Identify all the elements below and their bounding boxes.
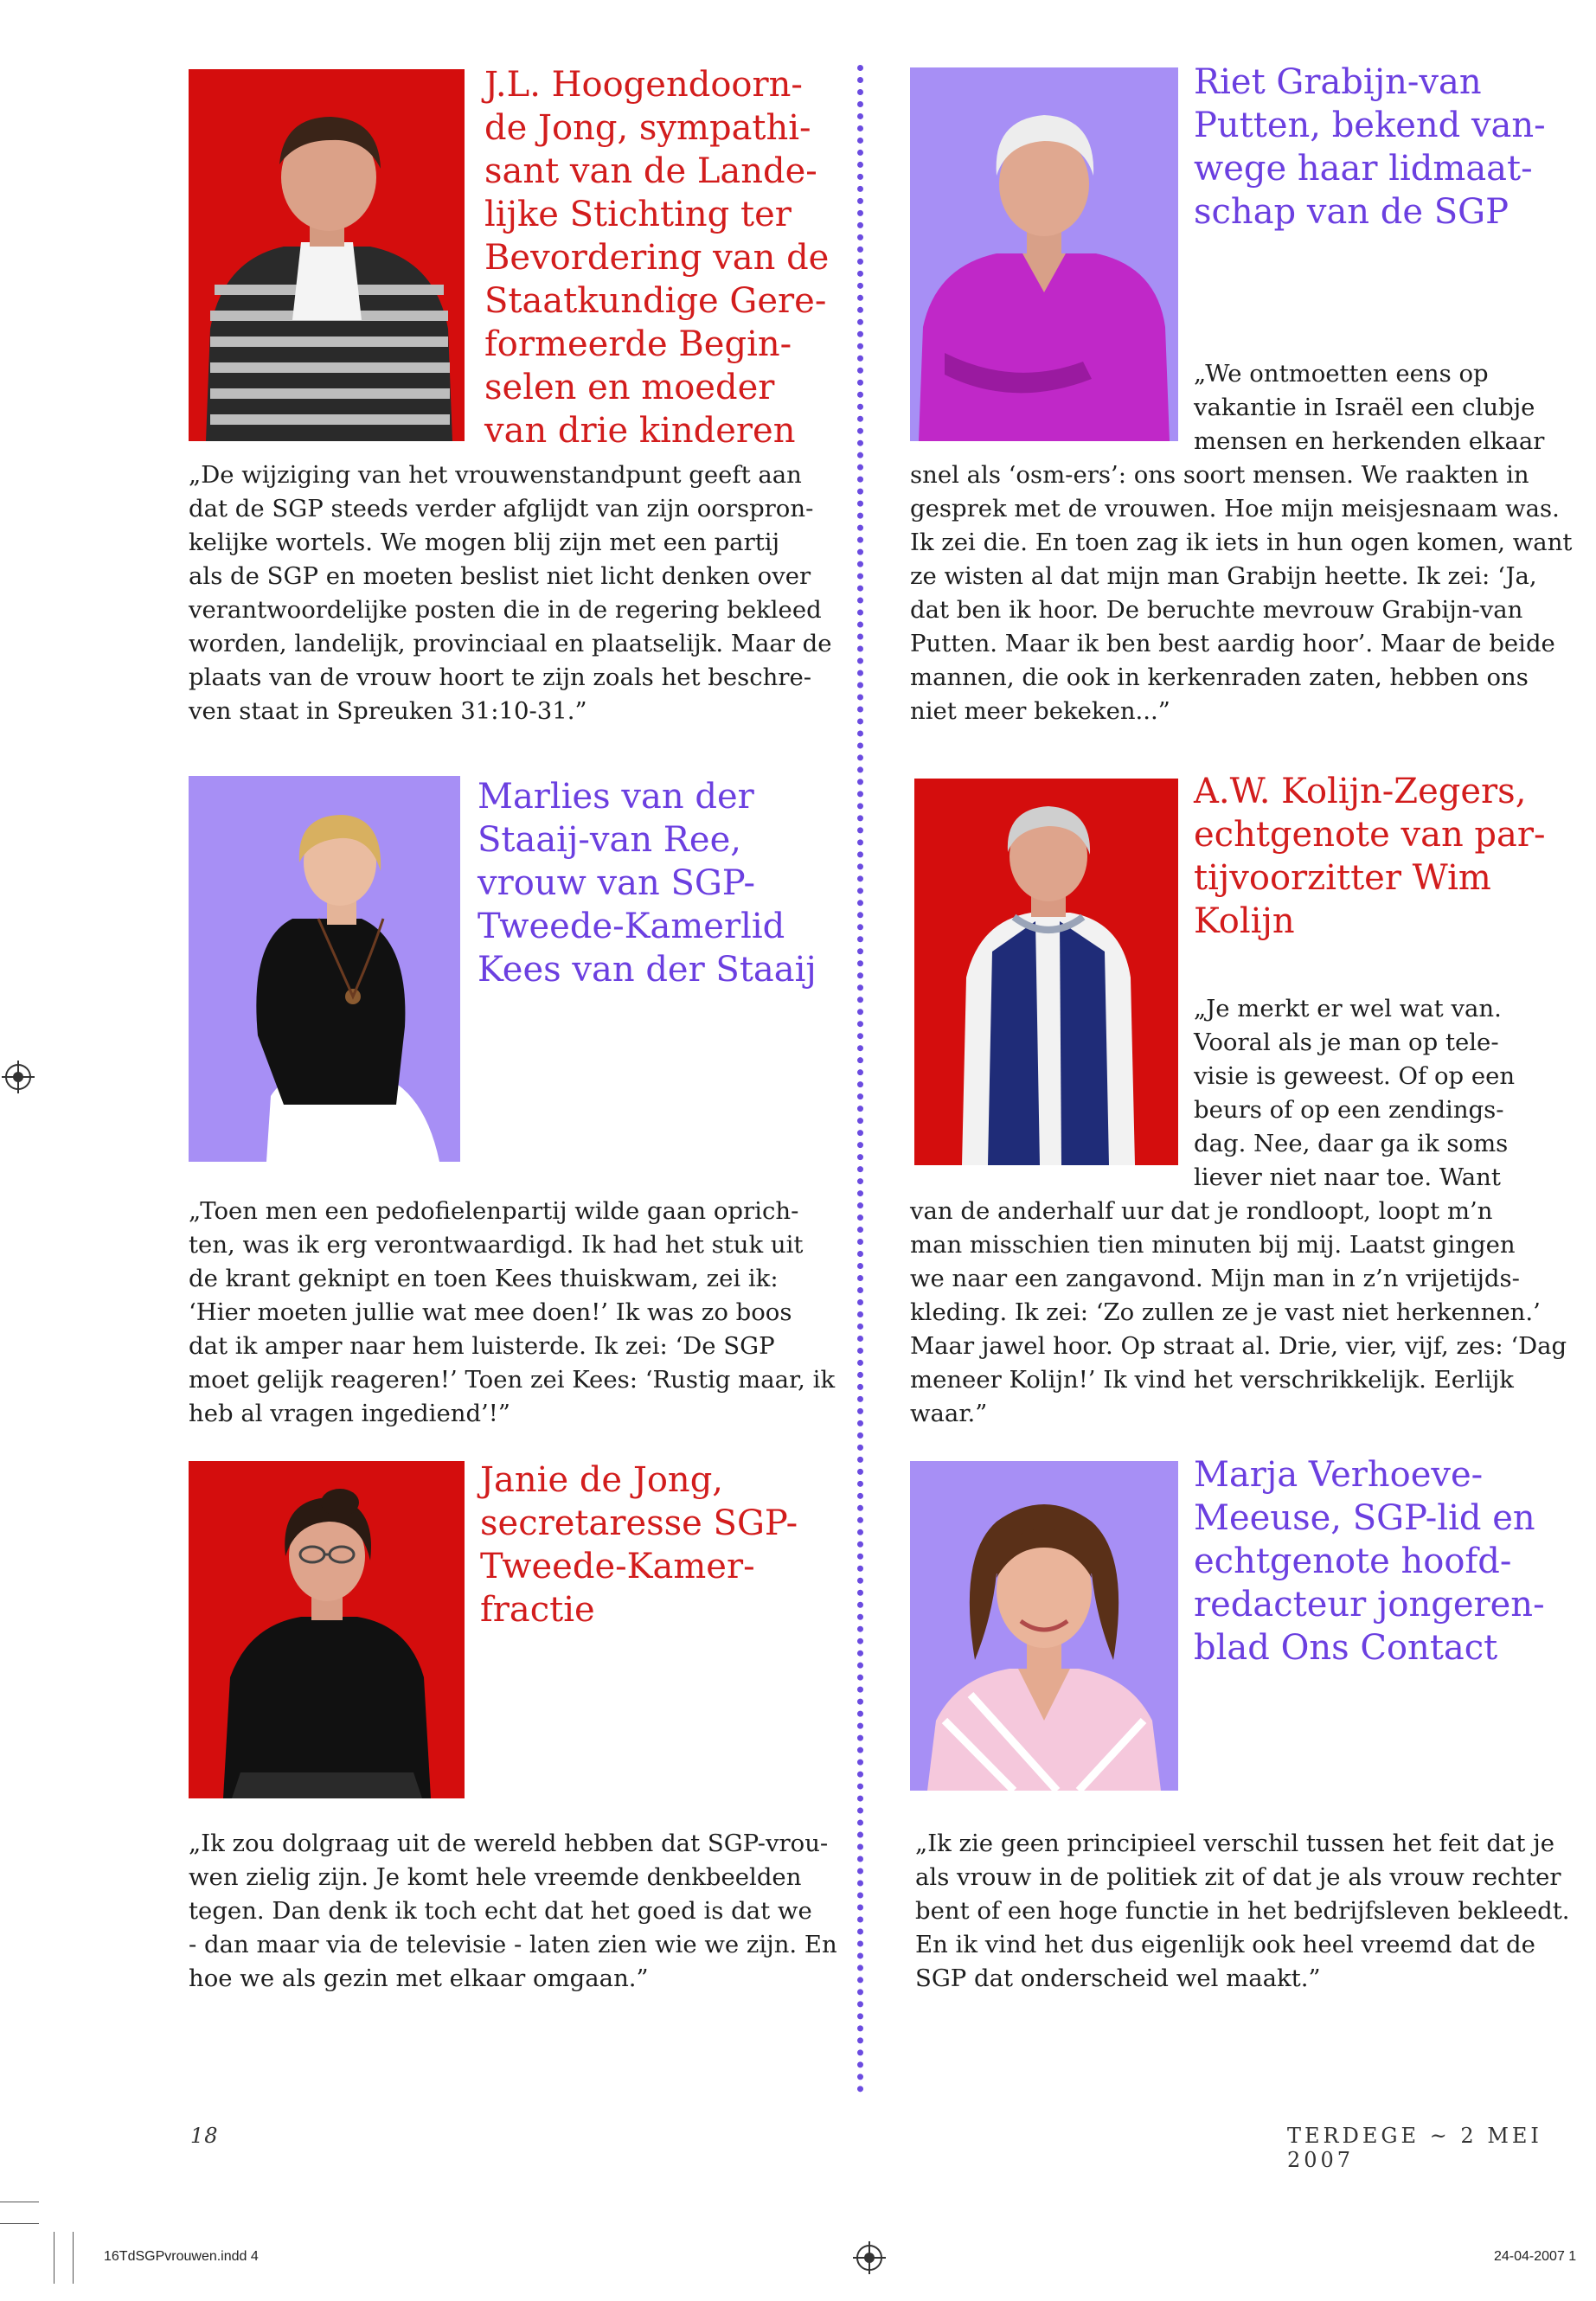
quote-hoogendoorn: „De wijziging van het vrouwenstandpunt geeft aan dat de SGP steeds verder afglijdt van zijn oorspron- kelijke wortels. We mogen blij zijn met een partij als de SGP en moeten beslist niet licht denken over verantwoordelijke posten die in de regering bekleed worden, landelijk, provinciaal en plaatselijk. Maar de plaats van de vrouw hoort te zijn zoals het beschre- ven staat in Spreuken 31:10-31.”: [189, 461, 832, 725]
registration-mark-left: [5, 1064, 31, 1090]
quote-kolijn-intro: „Je merkt er wel wat van. Vooral als je man op tele- visie is geweest. Of op een beurs of op een zendings- dag. Nee, daar ga ik soms liever niet naar toe. Want: [1194, 995, 1516, 1191]
heading-van-der-staaij: Marlies van der Staaij-van Ree, vrouw van SGP- Tweede-Kamerlid Kees van der Staaij: [478, 777, 817, 990]
heading-hoogendoorn: J.L. Hoogendoorn- de Jong, sympathi- sant van de Lande- lijke Stichting ter Bevordering van de Staatkundige Gere- formeerde Begin- selen en moeder van drie kinderen: [484, 65, 830, 451]
portrait-kolijn: [914, 779, 1178, 1165]
quote-grabijn-intro: „We ontmoetten eens op vakantie in Israël een clubje mensen en herkenden elkaar: [1194, 360, 1545, 455]
slug-filename: 16TdSGPvrouwen.indd 4: [104, 2249, 259, 2264]
slug-date: 24-04-2007 1: [1494, 2249, 1577, 2264]
column-divider: [857, 65, 863, 2093]
quote-kolijn: van de anderhalf uur dat je rondloopt, loopt m’n man misschien tien minuten bij mij. Laatst gingen we naar een zangavond. Mijn man in z’n vrijetijds- kleding. Ik zei: ‘Zo zullen ze je vast niet herkennen.’ Maar jawel hoor. Op straat al. Drie, vier, vijf, zes: ‘Dag meneer Kolijn!’ Ik vind het verschrikkelijk. Eerlijk waar.”: [910, 1197, 1567, 1427]
heading-kolijn: A.W. Kolijn-Zegers, echtgenote van par- tijvoorzitter Wim Kolijn: [1194, 772, 1546, 941]
page-number: 18: [190, 2124, 219, 2148]
portrait-grabijn: [910, 67, 1178, 441]
crop-mark: [73, 2232, 74, 2284]
heading-grabijn: Riet Grabijn-van Putten, bekend van- wege haar lidmaat- schap van de SGP: [1194, 62, 1546, 232]
publication-line: TERDEGE ~ 2 MEI 2007: [1287, 2124, 1542, 2172]
quote-van-der-staaij: „Toen men een pedofielenpartij wilde gaan oprich- ten, was ik erg verontwaardigd. Ik had het stuk uit de krant geknipt en toen Kees thuiskwam, zei ik: ‘Hier moeten jullie wat mee doen!’ Ik was zo boos dat ik amper naar hem luisterde. Ik zei: ‘De SGP moet gelijk reageren!’ Toen zei Kees: ‘Rustig maar, ik heb al vragen ingediend’!”: [189, 1197, 836, 1427]
portrait-verhoeve-meeuse: [910, 1461, 1178, 1791]
quote-verhoeve-meeuse: „Ik zie geen principieel verschil tussen het feit dat je als vrouw in de politiek zit of dat je als vrouw rechter bent of een hoge functie in het bedrijfsleven bekleedt. En ik vind het dus eigenlijk ook heel vreemd dat de SGP dat onderscheid wel maakt.”: [915, 1830, 1570, 1992]
crop-mark: [0, 2223, 39, 2224]
registration-mark-bottom: [856, 2245, 882, 2271]
portrait-de-jong: [189, 1461, 465, 1798]
portrait-hoogendoorn: [189, 69, 465, 441]
heading-de-jong: Janie de Jong, secretaresse SGP- Tweede-Kamer- fractie: [480, 1460, 798, 1630]
heading-verhoeve-meeuse: Marja Verhoeve- Meeuse, SGP-lid en echtgenote hoofd- redacteur jongeren- blad Ons Contact: [1194, 1455, 1545, 1668]
quote-de-jong: „Ik zou dolgraag uit de wereld hebben dat SGP-vrou- wen zielig zijn. Je komt hele vreemde denkbeelden tegen. Dan denk ik toch echt dat het goed is dat we - dan maar via de televisie - laten zien wie we zijn. En hoe we als gezin met elkaar omgaan.”: [189, 1830, 837, 1992]
portrait-van-der-staaij: [189, 776, 460, 1162]
quote-grabijn: snel als ‘osm-ers’: ons soort mensen. We raakten in gesprek met de vrouwen. Hoe mijn meisjesnaam was. Ik zei die. En toen zag ik iets in hun ogen komen, want ze wisten al dat mijn man Grabijn heette. Ik zei: ‘Ja, dat ben ik hoor. De beruchte mevrouw Grabijn-van Putten. Maar ik ben best aardig hoor’. Maar de beide mannen, die ook in kerkenraden zaten, hebben ons niet meer bekeken...”: [910, 461, 1573, 725]
